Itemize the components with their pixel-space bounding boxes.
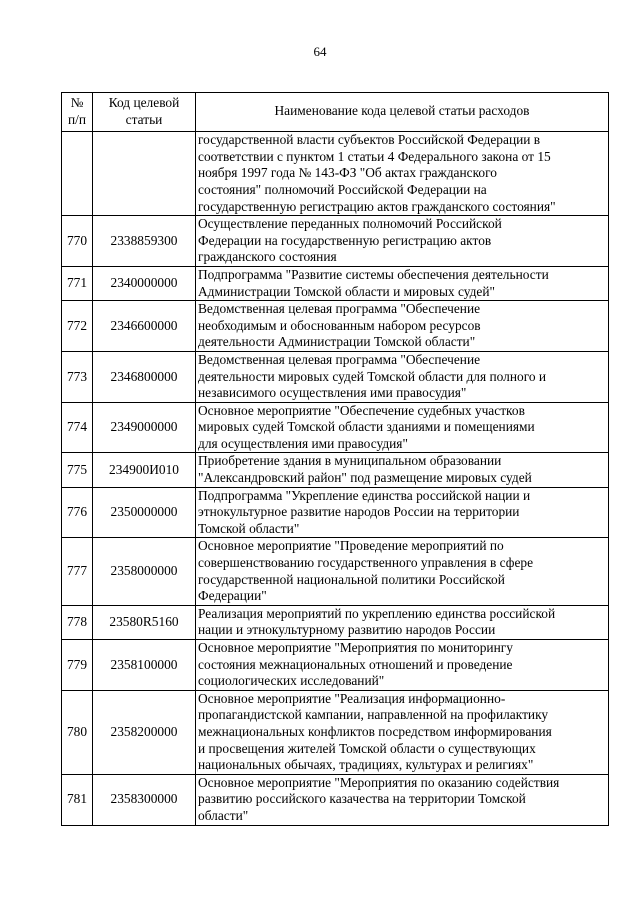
row-number: 775 (62, 453, 93, 487)
target-article-name: Основное мероприятие "Мероприятия по оказанию содействия развитию российского казачества на территории Томской области" (196, 774, 609, 825)
target-article-code: 23580R5160 (93, 605, 196, 639)
target-article-name: Подпрограмма "Укрепление единства российской нации и этнокультурное развитие народов России на территории Томской области" (196, 487, 609, 538)
table-row (62, 605, 609, 639)
target-article-code (93, 132, 196, 216)
target-article-name: Основное мероприятие "Проведение мероприятий по совершенствованию государственного управления в сфере государственной национальной политики Российской Федерации" (196, 538, 609, 605)
row-number: 771 (62, 266, 93, 300)
table-row (62, 216, 609, 267)
row-number: 770 (62, 216, 93, 267)
table-header-row (62, 93, 609, 132)
target-article-code: 2358000000 (93, 538, 196, 605)
row-number: 777 (62, 538, 93, 605)
target-article-code: 2358100000 (93, 640, 196, 691)
target-article-code: 2358200000 (93, 690, 196, 774)
target-article-code: 2346800000 (93, 351, 196, 402)
target-article-name: Основное мероприятие "Реализация информационно- пропагандистской кампании, направленной на профилактику межнациональных конфликтов посредством информирования и просвещения жителей Томской области о существующих национальных обычаях, традициях, культурах и религиях" (196, 690, 609, 774)
target-article-name: государственной власти субъектов Российской Федерации в соответствии с пунктом 1 статьи 4 Федерального закона от 15 ноября 1997 года № 143-ФЗ "Об актах гражданского состояния" полномочий Российской Федерации на государственную регистрацию актов гражданского состояния" (196, 132, 609, 216)
row-number: 773 (62, 351, 93, 402)
header-name: Наименование кода целевой статьи расходов (196, 93, 609, 132)
target-article-code: 2350000000 (93, 487, 196, 538)
row-number: 778 (62, 605, 93, 639)
target-article-name: Приобретение здания в муниципальном образовании "Александровский район" под размещение мировых судей (196, 453, 609, 487)
target-article-code: 2340000000 (93, 266, 196, 300)
target-article-name: Основное мероприятие "Мероприятия по мониторингу состояния межнациональных отношений и проведение социологических исследований" (196, 640, 609, 691)
header-num: № п/п (62, 93, 93, 132)
table-row (62, 690, 609, 774)
table-row (62, 132, 609, 216)
row-number: 776 (62, 487, 93, 538)
target-article-name: Ведомственная целевая программа "Обеспечение деятельности мировых судей Томской области для полного и независимого осуществления ими правосудия" (196, 351, 609, 402)
target-article-name: Осуществление переданных полномочий Российской Федерации на государственную регистрацию актов гражданского состояния (196, 216, 609, 267)
table-row (62, 640, 609, 691)
table-row (62, 774, 609, 825)
table-row (62, 301, 609, 352)
row-number: 774 (62, 402, 93, 453)
table-row (62, 402, 609, 453)
target-article-code: 234900И010 (93, 453, 196, 487)
target-article-code: 2338859300 (93, 216, 196, 267)
target-article-code: 2349000000 (93, 402, 196, 453)
row-number: 781 (62, 774, 93, 825)
target-article-code: 2346600000 (93, 301, 196, 352)
target-article-code: 2358300000 (93, 774, 196, 825)
row-number: 779 (62, 640, 93, 691)
target-article-name: Основное мероприятие "Обеспечение судебных участков мировых судей Томской области зданиями и помещениями для осуществления ими правосудия" (196, 402, 609, 453)
table-row (62, 453, 609, 487)
page-number: 64 (313, 44, 327, 59)
target-article-name: Реализация мероприятий по укреплению единства российской нации и этнокультурному развитию народов России (196, 605, 609, 639)
target-article-name: Подпрограмма "Развитие системы обеспечения деятельности Администрации Томской области и мировых судей" (196, 266, 609, 300)
row-number: 772 (62, 301, 93, 352)
row-number: 780 (62, 690, 93, 774)
header-code: Код целевой статьи (93, 93, 196, 132)
table-row (62, 538, 609, 605)
target-articles-table (61, 92, 609, 826)
target-article-name: Ведомственная целевая программа "Обеспечение необходимым и обоснованным набором ресурсов деятельности Администрации Томской области" (196, 301, 609, 352)
table-row (62, 351, 609, 402)
table-row (62, 487, 609, 538)
table-row (62, 266, 609, 300)
table-body (62, 132, 609, 825)
row-number (62, 132, 93, 216)
